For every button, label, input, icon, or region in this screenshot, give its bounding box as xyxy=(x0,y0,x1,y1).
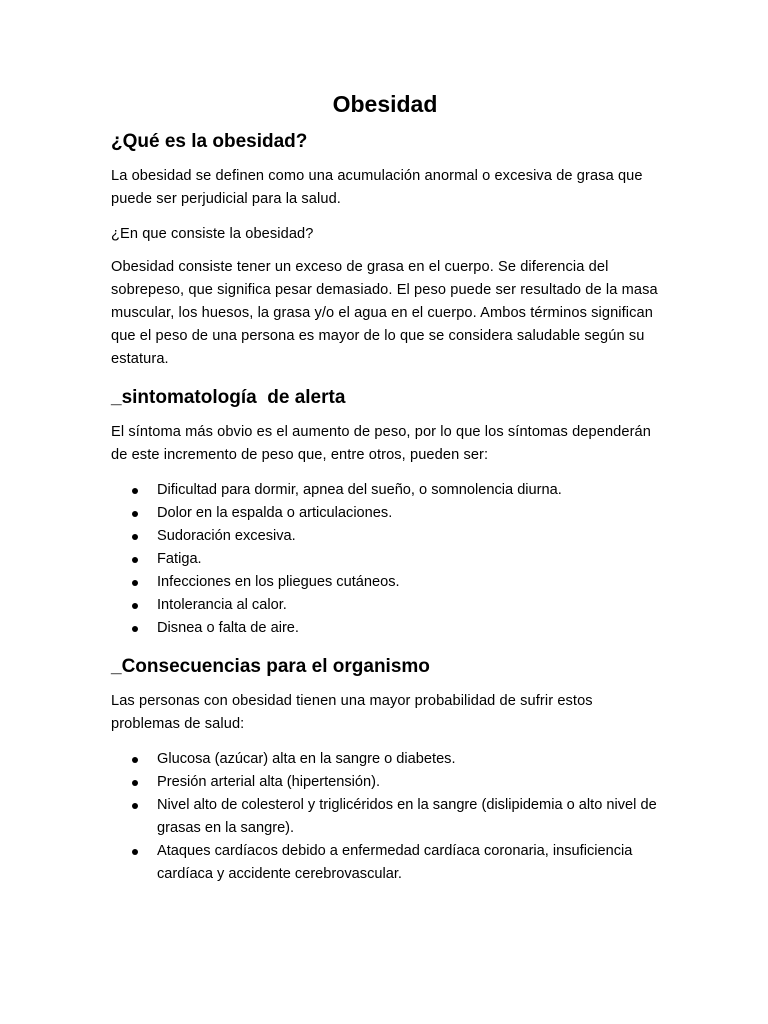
bullet-icon xyxy=(132,488,138,494)
paragraph-definicion: La obesidad se definen como una acumulación anormal o excesiva de grasa que puede ser perjudicial para la salud. xyxy=(111,168,643,207)
section-heading-que-es: ¿Qué es la obesidad? xyxy=(111,131,308,152)
list-item-text: Dolor en la espalda o articulaciones. xyxy=(157,505,393,521)
list-item-text: Presión arterial alta (hipertensión). xyxy=(157,774,381,790)
list-item xyxy=(111,748,659,771)
symptoms-list xyxy=(111,479,659,640)
section-heading-consecuencias: _Consecuencias para el organismo xyxy=(111,656,430,677)
list-item xyxy=(111,794,659,840)
paragraph-sintomas: El síntoma más obvio es el aumento de peso, por lo que los síntomas dependerán de este incremento de peso que, entre otros, pueden ser: xyxy=(111,424,651,463)
bullet-icon xyxy=(132,626,138,632)
consequences-list xyxy=(111,748,659,886)
list-item xyxy=(111,594,659,617)
bullet-icon xyxy=(132,803,138,809)
list-item xyxy=(111,771,659,794)
list-item xyxy=(111,502,659,525)
paragraph-consecuencias: Las personas con obesidad tienen una mayor probabilidad de sufrir estos problemas de salud: xyxy=(111,693,593,732)
document-title: Obesidad xyxy=(332,91,438,117)
bullet-icon xyxy=(132,780,138,786)
list-item-text: Dificultad para dormir, apnea del sueño, o somnolencia diurna. xyxy=(157,482,562,498)
bullet-icon xyxy=(132,603,138,609)
bullet-icon xyxy=(132,534,138,540)
list-item-text: Sudoración excesiva. xyxy=(157,528,296,544)
list-item-text: Glucosa (azúcar) alta en la sangre o diabetes. xyxy=(157,751,456,767)
bullet-icon xyxy=(132,757,138,763)
list-item-text: Intolerancia al calor. xyxy=(157,597,287,613)
list-item-text: Disnea o falta de aire. xyxy=(157,620,299,636)
bullet-icon xyxy=(132,849,138,855)
list-item xyxy=(111,840,659,886)
section-heading-sintomatologia: _sintomatología de alerta xyxy=(111,387,346,408)
list-item xyxy=(111,571,659,594)
list-item-text: Fatiga. xyxy=(157,551,202,567)
paragraph-explicacion: Obesidad consiste tener un exceso de grasa en el cuerpo. Se diferencia del sobrepeso, que significa pesar demasiado. El peso puede ser resultado de la masa muscular, los huesos, la grasa y/o el agua en el cuerpo. Ambos términos significan que el peso de una persona es mayor de lo que se considera saludable según su estatura. xyxy=(111,259,658,367)
bullet-icon xyxy=(132,557,138,563)
list-item xyxy=(111,525,659,548)
list-item-text: Ataques cardíacos debido a enfermedad cardíaca coronaria, insuficiencia cardíaca y accidente cerebrovascular. xyxy=(157,843,633,882)
list-item-text: Nivel alto de colesterol y triglicéridos en la sangre (dislipidemia o alto nivel de grasas en la sangre). xyxy=(157,797,657,836)
list-item xyxy=(111,548,659,571)
list-item-text: Infecciones en los pliegues cutáneos. xyxy=(157,574,400,590)
document-page xyxy=(111,88,659,886)
list-item xyxy=(111,479,659,502)
list-item xyxy=(111,617,659,640)
bullet-icon xyxy=(132,511,138,517)
bullet-icon xyxy=(132,580,138,586)
paragraph-pregunta: ¿En que consiste la obesidad? xyxy=(111,226,314,242)
